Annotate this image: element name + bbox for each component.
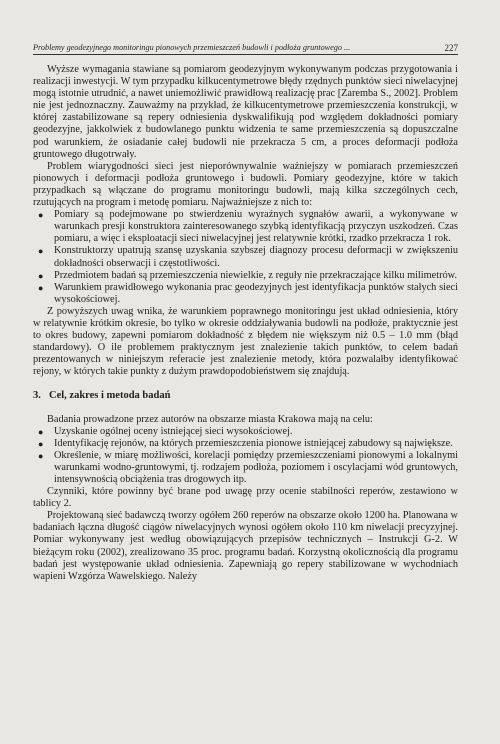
section-title: Cel, zakres i metoda badań [49, 390, 171, 402]
paragraph-1: Wyższe wymagania stawiane są pomiarom geodezyjnym wykonywanym podczas przygotowania i realizacji inwestycji. W tym przypadku kilkucentymetrowe błędy rzędnych punktów sieci niwelacyjnej mogą istotnie utrudnić, a nawet uniemożliwić prawidłową realizację prac [Zaremba S., 2002]. Problem nie jest jednoznaczny. Zauważmy na przykład, że kilkucentymetrowe przemieszczenia konstrukcji, w której zastabilizowane są repery odniesienia dyskwalifikują pod względem dokładności pomiary geodezyjne, jakkolwiek z budowlanego punktu widzenia te same przemieszczenia są dopuszczalne pod warunkiem, że osiadanie całej budowli nie przekracza 5 cm, a proces deformacji podłoża gruntowego długotrwały. [33, 64, 458, 160]
paragraph-6: Projektowaną sieć badawczą tworzy ogółem 260 reperów na obszarze około 1200 ha. Planowana w badaniach łączna długość ciągów niwelacyjnych wynosi ogółem około 110 km niwelacji precyzyjnej. Pomiar wykonywany jest według obowiązujących przepisów technicznych – Instrukcji G-2. W bieżącym roku (2002), zrealizowano 35 proc. programu badań. Korzystną okolicznością dla programu badań jest występowanie układ odniesienia. Zapewniają go repery stabilizowane w wychodniach wapieni Wzgórza Wawelskiego. Należy [33, 510, 458, 582]
bullet-icon: ● [38, 270, 44, 281]
paragraph-4: Badania prowadzone przez autorów na obszarze miasta Krakowa mają na celu: [47, 413, 373, 425]
body-text [33, 64, 458, 583]
bullet-icon: ● [38, 426, 44, 437]
paragraph-3: Z powyższych uwag wnika, że warunkiem poprawnego monitoringu jest układ odniesienia, który w relatywnie krótkim okresie, bo tylko w okresie oddziaływania budowli na podłoże, praktycznie jest to okres budowy, zapewni pomiarom dokładność z błędem nie większym niż 0.5 – 1.0 mm (błąd standardowy). O ile problemem praktycznym jest znalezienie takich punktów, to celem badań prezentowanych w niniejszym referacie jest znalezienie metody, która pozwalałby identyfikować rejony, w których takie punkty z dużym prawdopodobieństwem się znajdują. [33, 305, 458, 378]
bullet-icon: ● [38, 438, 44, 449]
list-item: ● Pomiary są podejmowane po stwierdzeniu wyraźnych sygnałów awarii, a wykonywane w warunkach presji konstruktora zainteresowanego szybką identyfikacją przyczyn uszkodzeń. Czas pomiaru, a więc i eksploatacji sieci niwelacyjnej jest relatywnie krótki, rzadko przekracza 1 rok. [38, 209, 458, 245]
bullet-icon: ● [38, 282, 44, 293]
list-item: ● Warunkiem prawidłowego wykonania prac geodezyjnych jest identyfikacja punktów stałych sieci wysokościowej. [38, 281, 458, 305]
page-number: 227 [444, 43, 458, 53]
bullet-icon: ● [38, 246, 44, 257]
paragraph-2: Problem wiarygodności sieci jest nieporównywalnie ważniejszy w pomiarach przemieszczeń pionowych i deformacji podłoża gruntowego i budowli. Pomiary geodezyjne, które w takich przypadkach są włączane do programu monitoringu budowli, mają kilka szczególnych cech, rzutujących na program i metodę pomiaru. Najważniejsze z nich to: [33, 160, 458, 209]
section-number: 3. [33, 390, 41, 402]
bullet-list-2 [33, 426, 458, 486]
running-header [33, 43, 458, 55]
list-item: ● Konstruktorzy upatrują szansę uzyskania szybszej diagnozy procesu deformacji w zwiększeniu dokładności obserwacji i częstotliwości. [38, 245, 458, 269]
list-item: ● Określenie, w miarę możliwości, korelacji pomiędzy przemieszczeniami pionowymi a lokalnymi warunkami wodno-gruntowymi, tj. rodzajem podłoża, poziomem i oscylacjami wód gruntowych, intensywnością obciążenia tras drogowych itp. [38, 449, 458, 485]
bullet-icon: ● [38, 450, 44, 461]
section-heading [33, 390, 458, 402]
running-title: Problemy geodezyjnego monitoringu pionowych przemieszczeń budowli i podłoża gruntowego ... [33, 43, 351, 52]
paragraph-5: Czynniki, które powinny być brane pod uwagę przy ocenie stabilności reperów, zestawiono w tablicy 2. [33, 486, 458, 510]
bullet-list-1 [33, 209, 458, 306]
list-item: ● Identyfikację rejonów, na których przemieszczenia pionowe istniejącej zabudowy są największe. [38, 437, 453, 449]
list-item: ● Uzyskanie ogólnej oceny istniejącej sieci wysokościowej. [38, 425, 293, 437]
bullet-icon: ● [38, 210, 44, 221]
list-item: ● Przedmiotem badań są przemieszczenia niewielkie, z reguły nie przekraczające kilku milimetrów. [38, 269, 458, 281]
